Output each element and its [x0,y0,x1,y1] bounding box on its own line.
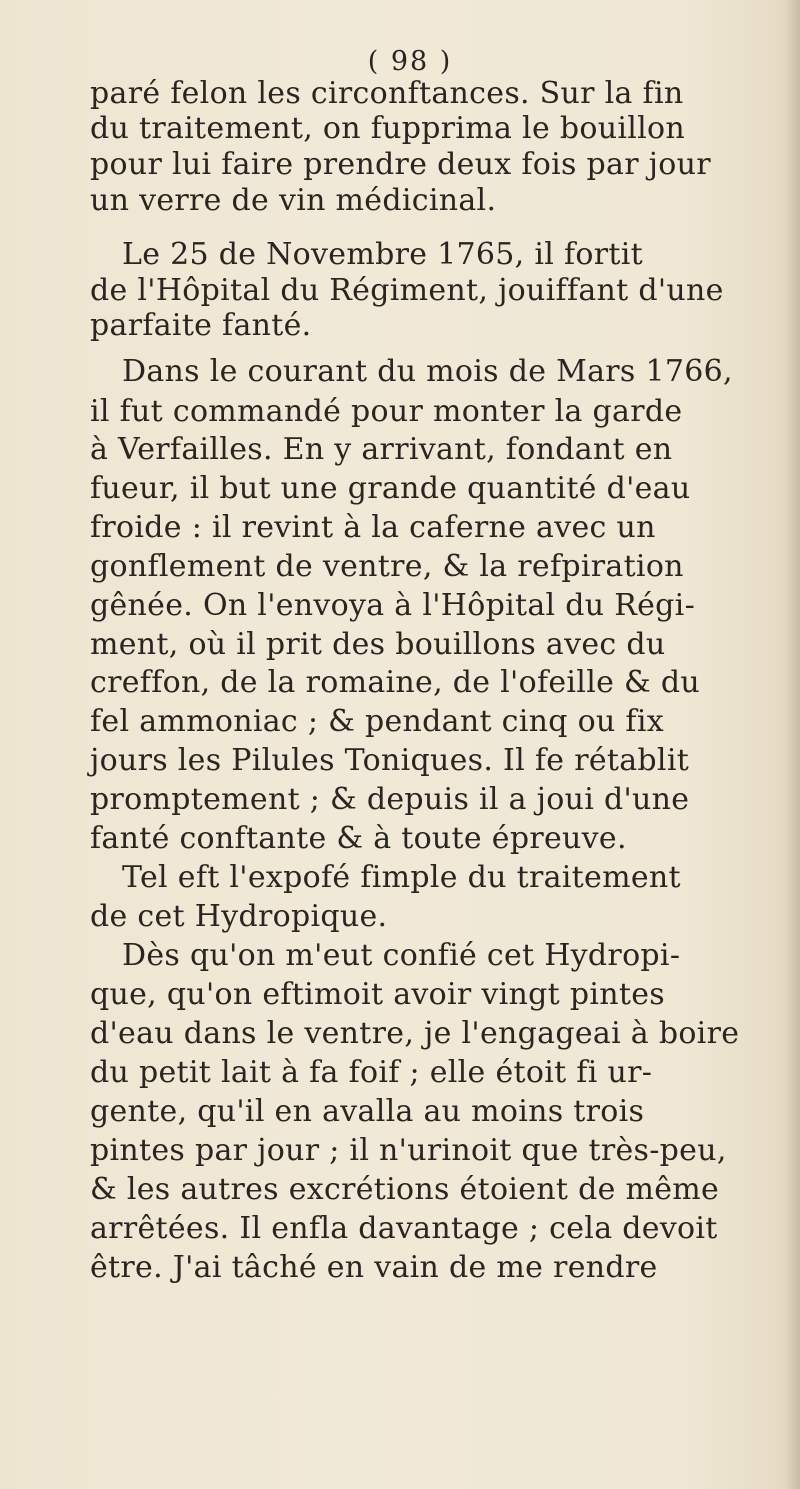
text-line: fanté conftante & à toute épreuve. [90,821,627,856]
text-line: du petit lait à fa foif ; elle étoit fi ur- [90,1055,653,1090]
text-line: de l'Hôpital du Régiment, jouiffant d'une [90,273,724,308]
text-line: d'eau dans le ventre, je l'engageai à boire [90,1016,740,1051]
text-line: du traitement, on fupprima le bouillon [90,111,685,146]
text-line: creffon, de la romaine, de l'ofeille & du [90,665,700,700]
text-line: à Verfailles. En y arrivant, fondant en [90,432,673,467]
text-line: Dès qu'on m'eut confié cet Hydropi- [122,938,681,973]
text-line: Dans le courant du mois de Mars 1766, [122,354,733,389]
text-line: jours les Pilules Toniques. Il fe rétablit [90,743,690,778]
text-line: fueur, il but une grande quantité d'eau [90,471,691,506]
text-line: promptement ; & depuis il a joui d'une [90,782,690,817]
text-line: un verre de vin médicinal. [90,183,497,218]
text-line: froide : il revint à la caferne avec un [90,510,656,545]
text-line: être. J'ai tâché en vain de me rendre [90,1250,658,1285]
text-line: parfaite fanté. [90,308,312,343]
text-line: arrêtées. Il enfla davantage ; cela devoit [90,1211,718,1246]
text-line: de cet Hydropique. [90,899,388,934]
text-line: que, qu'on eftimoit avoir vingt pintes [90,977,665,1012]
text-line: pour lui faire prendre deux fois par jour [90,147,711,182]
text-line: paré felon les circonftances. Sur la fin [90,76,684,111]
text-line: gonflement de ventre, & la refpiration [90,549,684,584]
text-line: il fut commandé pour monter la garde [90,394,683,429]
text-line: gênée. On l'envoya à l'Hôpital du Régi- [90,588,696,623]
text-line: & les autres excrétions étoient de même [90,1172,720,1207]
page-number: ( 98 ) [367,46,453,77]
text-line: Le 25 de Novembre 1765, il fortit [122,237,643,272]
text-line: Tel eft l'expofé fimple du traitement [122,860,681,895]
text-line: fel ammoniac ; & pendant cinq ou fix [90,704,664,739]
text-line: ment, où il prit des bouillons avec du [90,627,666,662]
text-line: pintes par jour ; il n'urinoit que très-peu, [90,1133,727,1168]
text-line: gente, qu'il en avalla au moins trois [90,1094,645,1129]
